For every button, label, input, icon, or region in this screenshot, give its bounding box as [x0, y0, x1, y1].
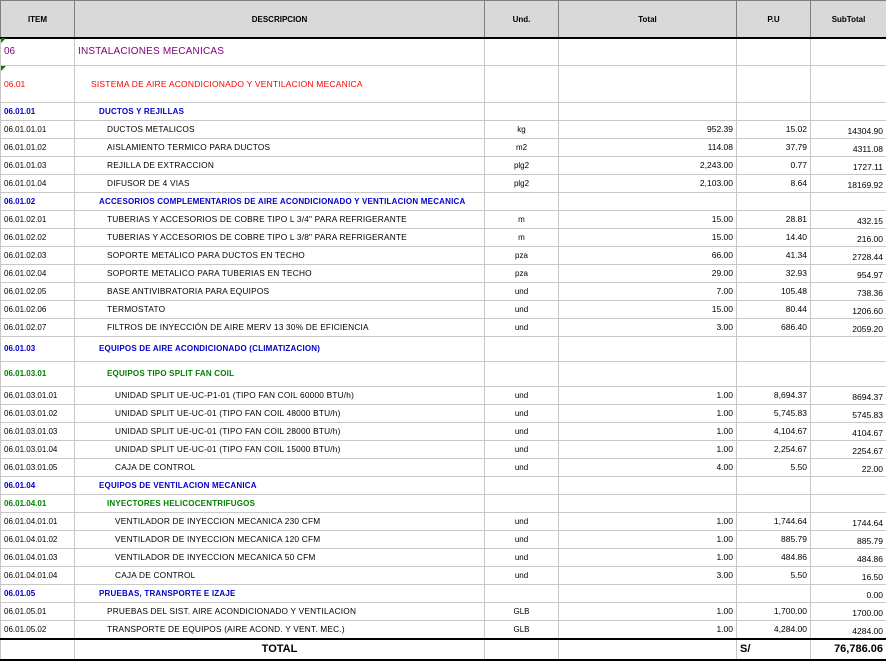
table-row [1, 423, 886, 441]
table-row [1, 139, 886, 157]
total-cell[interactable] [559, 103, 737, 121]
desc-cell[interactable]: TRANSPORTE DE EQUIPOS (AIRE ACOND. Y VENT. MEC.) [75, 621, 485, 640]
table-row [1, 211, 886, 229]
table-row [1, 157, 886, 175]
item-cell[interactable]: 06.01.03.01 [1, 362, 75, 387]
total-cell[interactable]: 1.00 [559, 387, 737, 405]
total-empty-cell [559, 639, 737, 660]
und-cell[interactable]: und [485, 513, 559, 531]
cell-comment-marker-icon [1, 38, 6, 43]
total-cell[interactable]: 1.00 [559, 513, 737, 531]
subtotal-cell[interactable]: 1744.64 [811, 513, 886, 531]
und-cell[interactable] [485, 362, 559, 387]
pu-cell[interactable]: 1,744.64 [737, 513, 811, 531]
table-row [1, 621, 886, 640]
item-cell[interactable]: 06.01.01.03 [1, 157, 75, 175]
desc-cell[interactable]: SOPORTE METALICO PARA TUBERIAS EN TECHO [75, 265, 485, 283]
desc-cell[interactable]: TUBERIAS Y ACCESORIOS DE COBRE TIPO L 3/4" PARA REFRIGERANTE [75, 211, 485, 229]
desc-cell[interactable]: DUCTOS METALICOS [75, 121, 485, 139]
total-cell[interactable]: 15.00 [559, 211, 737, 229]
pu-cell[interactable] [737, 38, 811, 66]
pu-cell[interactable]: 41.34 [737, 247, 811, 265]
und-cell[interactable]: pza [485, 265, 559, 283]
subtotal-cell[interactable]: 432.15 [811, 211, 886, 229]
total-cell[interactable]: 1.00 [559, 531, 737, 549]
subtotal-cell[interactable] [811, 103, 886, 121]
cell-comment-marker-icon [1, 66, 6, 71]
und-cell[interactable]: plg2 [485, 175, 559, 193]
item-cell[interactable]: 06.01.01.02 [1, 139, 75, 157]
table-row [1, 283, 886, 301]
table-row [1, 319, 886, 337]
total-cell[interactable]: 3.00 [559, 567, 737, 585]
total-empty-cell [1, 639, 75, 660]
table-row [1, 495, 886, 513]
table-row [1, 513, 886, 531]
total-cell[interactable] [559, 362, 737, 387]
item-cell[interactable]: 06.01.04 [1, 477, 75, 495]
und-cell[interactable]: GLB [485, 603, 559, 621]
pu-cell[interactable] [737, 103, 811, 121]
subtotal-cell[interactable] [811, 337, 886, 362]
total-cell[interactable]: 1.00 [559, 621, 737, 640]
table-row [1, 531, 886, 549]
und-cell[interactable]: und [485, 441, 559, 459]
table-row [1, 247, 886, 265]
header-descripcion[interactable]: DESCRIPCION [75, 1, 485, 39]
table-row [1, 193, 886, 211]
currency-symbol[interactable]: S/ [737, 639, 811, 660]
total-cell[interactable]: 15.00 [559, 301, 737, 319]
table-row [1, 585, 886, 603]
item-cell[interactable]: 06.01.05.02 [1, 621, 75, 640]
und-cell[interactable] [485, 477, 559, 495]
table-row [1, 301, 886, 319]
table-row [1, 459, 886, 477]
und-cell[interactable]: pza [485, 247, 559, 265]
table-row [1, 362, 886, 387]
und-cell[interactable]: plg2 [485, 157, 559, 175]
item-cell[interactable]: 06.01 [1, 66, 75, 103]
desc-cell[interactable]: AISLAMIENTO TERMICO PARA DUCTOS [75, 139, 485, 157]
total-cell[interactable]: 114.08 [559, 139, 737, 157]
table-row [1, 66, 886, 103]
table-row [1, 121, 886, 139]
und-cell[interactable]: und [485, 301, 559, 319]
pu-cell[interactable]: 2,254.67 [737, 441, 811, 459]
subtotal-cell[interactable]: 8694.37 [811, 387, 886, 405]
und-cell[interactable] [485, 585, 559, 603]
und-cell[interactable]: kg [485, 121, 559, 139]
pu-cell[interactable]: 15.02 [737, 121, 811, 139]
desc-cell[interactable]: CAJA DE CONTROL [75, 567, 485, 585]
total-cell[interactable] [559, 66, 737, 103]
total-cell[interactable]: 15.00 [559, 229, 737, 247]
total-cell[interactable]: 952.39 [559, 121, 737, 139]
item-cell[interactable]: 06.01.03.01.05 [1, 459, 75, 477]
subtotal-cell[interactable] [811, 495, 886, 513]
total-label[interactable]: TOTAL [75, 639, 485, 660]
desc-cell[interactable]: INSTALACIONES MECANICAS [75, 38, 485, 66]
item-cell[interactable]: 06.01.04.01.03 [1, 549, 75, 567]
desc-cell[interactable]: REJILLA DE EXTRACCION [75, 157, 485, 175]
desc-cell[interactable]: VENTILADOR DE INYECCION MECANICA 50 CFM [75, 549, 485, 567]
pu-cell[interactable] [737, 362, 811, 387]
item-cell[interactable]: 06.01.05.01 [1, 603, 75, 621]
table-row [1, 567, 886, 585]
subtotal-cell[interactable]: 2728.44 [811, 247, 886, 265]
desc-cell[interactable]: UNIDAD SPLIT UE-UC-01 (TIPO FAN COIL 48000 BTU/h) [75, 405, 485, 423]
und-cell[interactable]: m2 [485, 139, 559, 157]
und-cell[interactable] [485, 337, 559, 362]
pu-cell[interactable]: 484.86 [737, 549, 811, 567]
subtotal-cell[interactable]: 16.50 [811, 567, 886, 585]
und-cell[interactable]: und [485, 459, 559, 477]
subtotal-cell[interactable]: 954.97 [811, 265, 886, 283]
total-cell[interactable]: 3.00 [559, 319, 737, 337]
und-cell[interactable]: und [485, 567, 559, 585]
item-cell[interactable]: 06.01.04.01.02 [1, 531, 75, 549]
desc-cell[interactable]: UNIDAD SPLIT UE-UC-P1-01 (TIPO FAN COIL 60000 BTU/h) [75, 387, 485, 405]
desc-cell[interactable]: ACCESORIOS COMPLEMENTARIOS DE AIRE ACONDICIONADO Y VENTILACION MECANICA [75, 193, 485, 211]
und-cell[interactable] [485, 38, 559, 66]
total-cell[interactable] [559, 477, 737, 495]
total-cell[interactable]: 4.00 [559, 459, 737, 477]
total-cell[interactable]: 7.00 [559, 283, 737, 301]
pu-cell[interactable] [737, 495, 811, 513]
item-cell[interactable]: 06.01.03.01.04 [1, 441, 75, 459]
table-row [1, 337, 886, 362]
desc-cell[interactable]: FILTROS DE INYECCIÓN DE AIRE MERV 13 30% DE EFICIENCIA [75, 319, 485, 337]
pu-cell[interactable]: 8,694.37 [737, 387, 811, 405]
subtotal-cell[interactable]: 1700.00 [811, 603, 886, 621]
item-cell[interactable]: 06.01.01.01 [1, 121, 75, 139]
pu-cell[interactable]: 5,745.83 [737, 405, 811, 423]
header-row [1, 1, 886, 39]
total-cell[interactable]: 29.00 [559, 265, 737, 283]
grand-total-value[interactable]: 76,786.06 [811, 639, 886, 660]
und-cell[interactable] [485, 103, 559, 121]
pu-cell[interactable]: 5.50 [737, 459, 811, 477]
subtotal-cell[interactable] [811, 362, 886, 387]
pu-cell[interactable]: 5.50 [737, 567, 811, 585]
subtotal-cell[interactable]: 22.00 [811, 459, 886, 477]
pu-cell[interactable]: 37.79 [737, 139, 811, 157]
und-cell[interactable]: und [485, 405, 559, 423]
subtotal-cell[interactable]: 18169.92 [811, 175, 886, 193]
item-cell[interactable]: 06.01.01.04 [1, 175, 75, 193]
header-total[interactable]: Total [559, 1, 737, 39]
desc-cell[interactable]: INYECTORES HELICOCENTRIFUGOS [75, 495, 485, 513]
desc-cell[interactable]: CAJA DE CONTROL [75, 459, 485, 477]
table-row [1, 549, 886, 567]
total-cell[interactable]: 1.00 [559, 405, 737, 423]
subtotal-cell[interactable]: 5745.83 [811, 405, 886, 423]
pu-cell[interactable]: 8.64 [737, 175, 811, 193]
header-subtotal[interactable]: SubTotal [811, 1, 886, 39]
item-cell[interactable]: 06.01.02.04 [1, 265, 75, 283]
subtotal-cell[interactable] [811, 193, 886, 211]
item-cell[interactable]: 06.01.02.05 [1, 283, 75, 301]
und-cell[interactable] [485, 66, 559, 103]
subtotal-cell[interactable]: 484.86 [811, 549, 886, 567]
pu-cell[interactable]: 885.79 [737, 531, 811, 549]
pu-cell[interactable]: 0.77 [737, 157, 811, 175]
item-cell[interactable]: 06.01.03.01.02 [1, 405, 75, 423]
subtotal-cell[interactable] [811, 38, 886, 66]
subtotal-cell[interactable]: 1727.11 [811, 157, 886, 175]
total-cell[interactable]: 1.00 [559, 441, 737, 459]
und-cell[interactable] [485, 193, 559, 211]
table-row [1, 387, 886, 405]
subtotal-cell[interactable] [811, 66, 886, 103]
desc-cell[interactable]: BASE ANTIVIBRATORIA PARA EQUIPOS [75, 283, 485, 301]
item-cell[interactable]: 06 [1, 38, 75, 66]
desc-cell[interactable]: TERMOSTATO [75, 301, 485, 319]
header-item[interactable]: ITEM [1, 1, 75, 39]
subtotal-cell[interactable]: 14304.90 [811, 121, 886, 139]
desc-cell[interactable]: SOPORTE METALICO PARA DUCTOS EN TECHO [75, 247, 485, 265]
item-cell[interactable]: 06.01.05 [1, 585, 75, 603]
pu-cell[interactable]: 1,700.00 [737, 603, 811, 621]
total-cell[interactable] [559, 193, 737, 211]
pu-cell[interactable]: 80.44 [737, 301, 811, 319]
item-cell[interactable]: 06.01.02.03 [1, 247, 75, 265]
pu-cell[interactable] [737, 585, 811, 603]
und-cell[interactable]: und [485, 531, 559, 549]
pu-cell[interactable] [737, 66, 811, 103]
item-cell[interactable]: 06.01.03 [1, 337, 75, 362]
item-cell[interactable]: 06.01.04.01.04 [1, 567, 75, 585]
subtotal-cell[interactable]: 2254.67 [811, 441, 886, 459]
desc-cell[interactable]: UNIDAD SPLIT UE-UC-01 (TIPO FAN COIL 28000 BTU/h) [75, 423, 485, 441]
und-cell[interactable]: und [485, 387, 559, 405]
header-und[interactable]: Und. [485, 1, 559, 39]
table-row [1, 103, 886, 121]
desc-cell[interactable]: EQUIPOS TIPO SPLIT FAN COIL [75, 362, 485, 387]
und-cell[interactable]: und [485, 549, 559, 567]
item-cell[interactable]: 06.01.04.01.01 [1, 513, 75, 531]
pu-cell[interactable] [737, 337, 811, 362]
desc-cell[interactable]: PRUEBAS, TRANSPORTE E IZAJE [75, 585, 485, 603]
subtotal-cell[interactable]: 0.00 [811, 585, 886, 603]
subtotal-cell[interactable]: 4104.67 [811, 423, 886, 441]
total-cell[interactable]: 2,243.00 [559, 157, 737, 175]
subtotal-cell[interactable]: 885.79 [811, 531, 886, 549]
table-row [1, 477, 886, 495]
total-cell[interactable]: 1.00 [559, 423, 737, 441]
und-cell[interactable]: und [485, 283, 559, 301]
total-cell[interactable]: 66.00 [559, 247, 737, 265]
pu-cell[interactable]: 105.48 [737, 283, 811, 301]
item-cell[interactable]: 06.01.03.01.03 [1, 423, 75, 441]
pu-cell[interactable]: 686.40 [737, 319, 811, 337]
desc-cell[interactable]: DIFUSOR DE 4 VIAS [75, 175, 485, 193]
und-cell[interactable]: m [485, 229, 559, 247]
total-cell[interactable]: 1.00 [559, 549, 737, 567]
item-cell[interactable]: 06.01.03.01.01 [1, 387, 75, 405]
pu-cell[interactable] [737, 477, 811, 495]
item-cell[interactable]: 06.01.02.07 [1, 319, 75, 337]
desc-cell[interactable]: EQUIPOS DE VENTILACION MECANICA [75, 477, 485, 495]
und-cell[interactable]: GLB [485, 621, 559, 640]
und-cell[interactable]: und [485, 423, 559, 441]
item-cell[interactable]: 06.01.04.01 [1, 495, 75, 513]
item-cell[interactable]: 06.01.01 [1, 103, 75, 121]
subtotal-cell[interactable]: 4284.00 [811, 621, 886, 640]
table-row [1, 265, 886, 283]
subtotal-cell[interactable]: 1206.60 [811, 301, 886, 319]
und-cell[interactable] [485, 495, 559, 513]
desc-cell[interactable]: PRUEBAS DEL SIST. AIRE ACONDICIONADO Y VENTILACION [75, 603, 485, 621]
table-row [1, 175, 886, 193]
total-cell[interactable]: 1.00 [559, 603, 737, 621]
desc-cell[interactable]: VENTILADOR DE INYECCION MECANICA 120 CFM [75, 531, 485, 549]
pu-cell[interactable] [737, 193, 811, 211]
und-cell[interactable]: m [485, 211, 559, 229]
item-cell[interactable]: 06.01.02 [1, 193, 75, 211]
desc-cell[interactable]: UNIDAD SPLIT UE-UC-01 (TIPO FAN COIL 15000 BTU/h) [75, 441, 485, 459]
item-cell[interactable]: 06.01.02.01 [1, 211, 75, 229]
pu-cell[interactable]: 4,284.00 [737, 621, 811, 640]
table-row [1, 603, 886, 621]
desc-cell[interactable]: TUBERIAS Y ACCESORIOS DE COBRE TIPO L 3/8" PARA REFRIGERANTE [75, 229, 485, 247]
table-row [1, 229, 886, 247]
table-row [1, 405, 886, 423]
table-row [1, 38, 886, 66]
item-cell[interactable]: 06.01.02.02 [1, 229, 75, 247]
total-cell[interactable] [559, 337, 737, 362]
desc-cell[interactable]: SISTEMA DE AIRE ACONDICIONADO Y VENTILACION MECANICA [75, 66, 485, 103]
subtotal-cell[interactable]: 4311.08 [811, 139, 886, 157]
total-empty-cell [485, 639, 559, 660]
table-row [1, 441, 886, 459]
subtotal-cell[interactable] [811, 477, 886, 495]
pu-cell[interactable]: 32.93 [737, 265, 811, 283]
desc-cell[interactable]: DUCTOS Y REJILLAS [75, 103, 485, 121]
subtotal-cell[interactable]: 216.00 [811, 229, 886, 247]
total-cell[interactable] [559, 495, 737, 513]
total-row [1, 639, 886, 660]
total-cell[interactable] [559, 585, 737, 603]
und-cell[interactable]: und [485, 319, 559, 337]
desc-cell[interactable]: VENTILADOR DE INYECCION MECANICA 230 CFM [75, 513, 485, 531]
pu-cell[interactable]: 28.81 [737, 211, 811, 229]
item-cell[interactable]: 06.01.02.06 [1, 301, 75, 319]
pu-cell[interactable]: 4,104.67 [737, 423, 811, 441]
pu-cell[interactable]: 14.40 [737, 229, 811, 247]
header-pu[interactable]: P.U [737, 1, 811, 39]
total-cell[interactable] [559, 38, 737, 66]
subtotal-cell[interactable]: 738.36 [811, 283, 886, 301]
total-cell[interactable]: 2,103.00 [559, 175, 737, 193]
desc-cell[interactable]: EQUIPOS DE AIRE ACONDICIONADO (CLIMATIZACION) [75, 337, 485, 362]
subtotal-cell[interactable]: 2059.20 [811, 319, 886, 337]
